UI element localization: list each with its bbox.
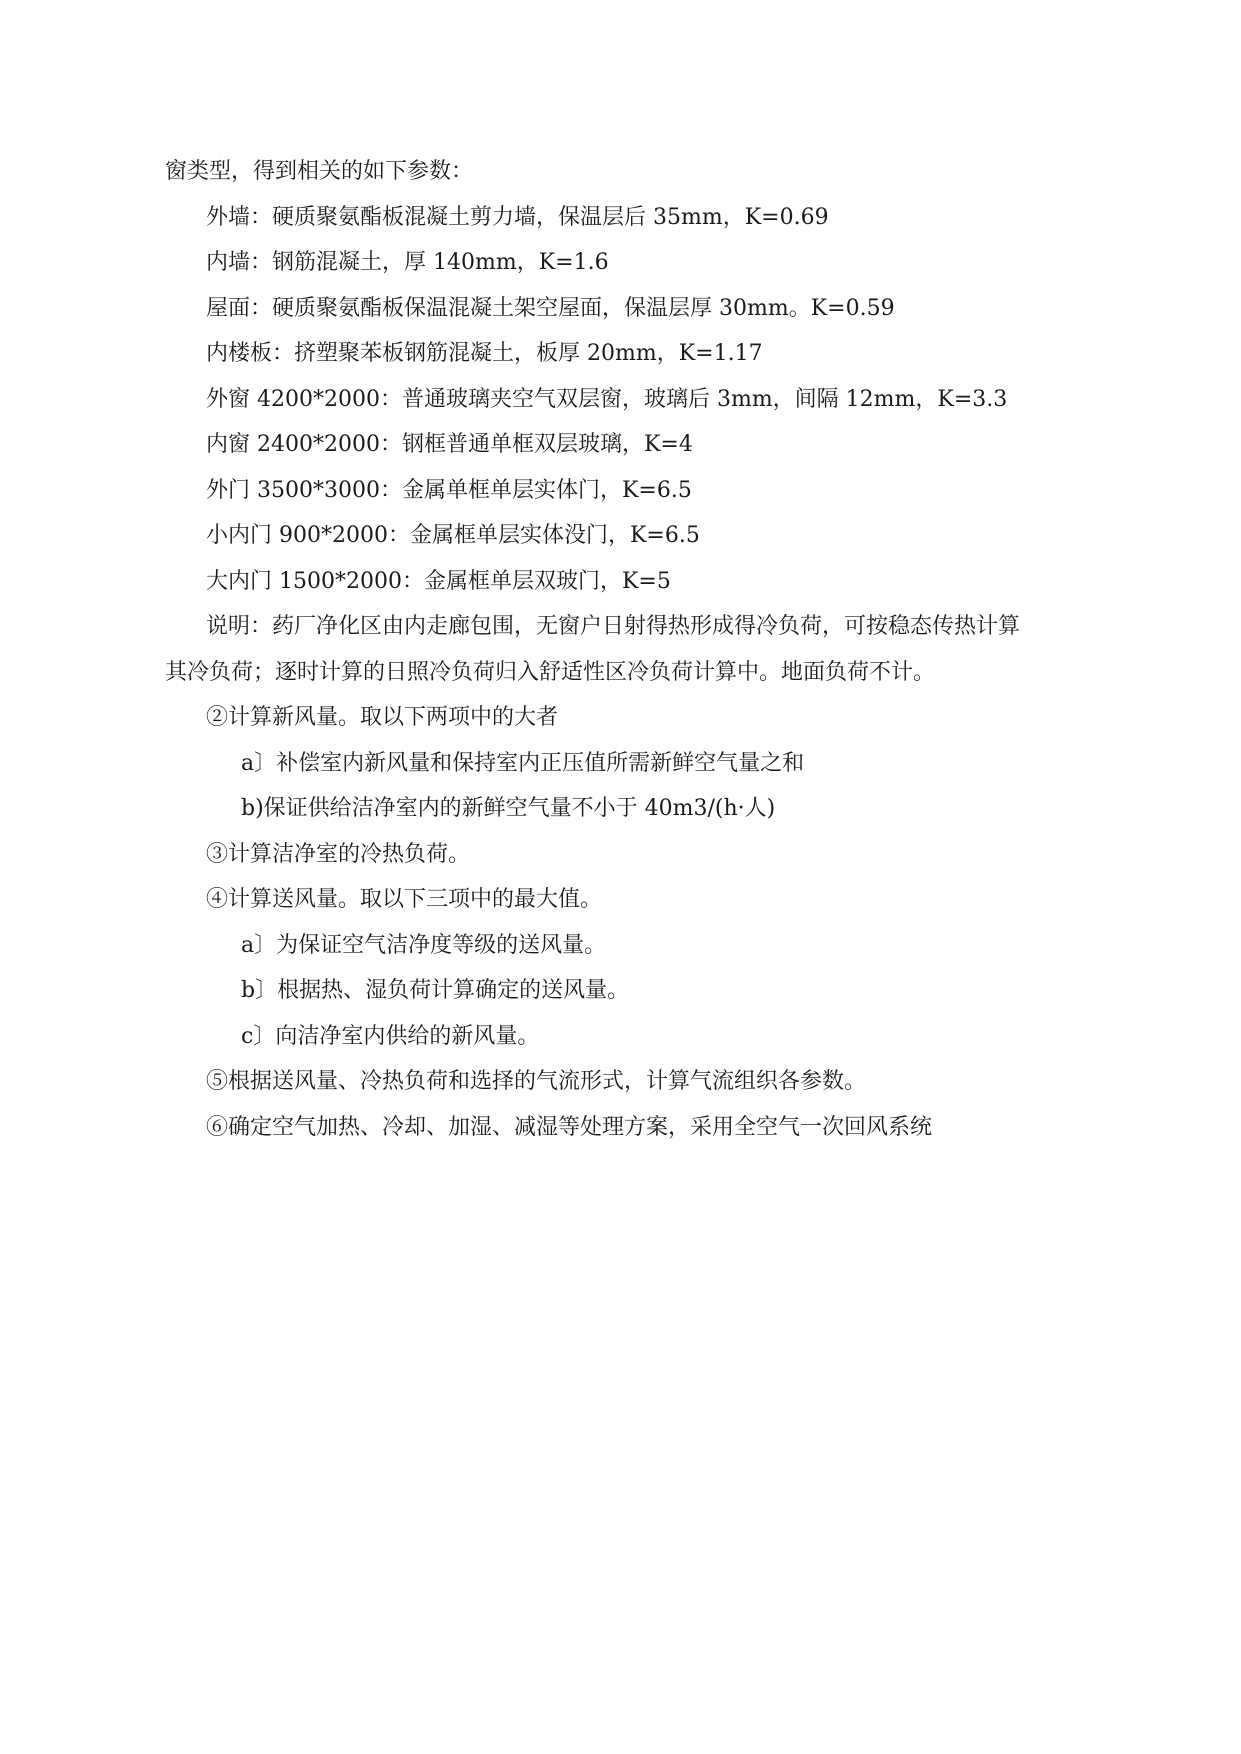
param-interior-window: 内窗 2400*2000：钢框普通单框双层玻璃，K=4 <box>206 432 693 457</box>
param-interior-wall: 内墙：钢筋混凝土，厚 140mm，K=1.6 <box>206 250 609 275</box>
param-roof: 屋面：硬质聚氨酯板保温混凝土架空屋面，保温层厚 30mm。K=0.59 <box>206 295 895 321</box>
param-small-interior-door: 小内门 900*2000：金属框单层实体没门，K=6.5 <box>206 523 700 548</box>
step-6-heading: ⑥确定空气加热、冷却、加湿、减湿等处理方案，采用全空气一次回风系统 <box>206 1114 933 1140</box>
param-interior-floor: 内楼板：挤塑聚苯板钢筋混凝土，板厚 20mm，K=1.17 <box>206 341 763 366</box>
step-2-heading: ②计算新风量。取以下两项中的大者 <box>206 705 559 730</box>
step-2-item-b: b)保证供给洁净室内的新鲜空气量不小于 40m3/(h·人) <box>241 796 776 821</box>
step-3-heading: ③计算洁净室的冷热负荷。 <box>206 841 471 867</box>
step-5-heading: ⑤根据送风量、冷热负荷和选择的气流形式，计算气流组织各参数。 <box>206 1069 867 1094</box>
note-paragraph-line-2: 其冷负荷；逐时计算的日照冷负荷归入舒适性区冷负荷计算中。地面负荷不计。 <box>165 659 936 685</box>
step-4-item-c: c〕向洁净室内供给的新风量。 <box>241 1023 540 1049</box>
param-large-interior-door: 大内门 1500*2000：金属框单层双玻门，K=5 <box>206 568 671 594</box>
step-4-item-a: a〕为保证空气洁净度等级的送风量。 <box>241 932 607 958</box>
document-body <box>165 154 1125 1155</box>
param-exterior-door: 外门 3500*3000：金属单框单层实体门，K=6.5 <box>206 477 692 503</box>
step-2-item-a: a〕补偿室内新风量和保持室内正压值所需新鲜空气量之和 <box>241 750 805 776</box>
intro-line: 窗类型，得到相关的如下参数： <box>165 159 474 184</box>
param-exterior-wall: 外墙：硬质聚氨酯板混凝土剪力墙，保温层后 35mm，K=0.69 <box>206 204 829 230</box>
step-4-item-b: b〕根据热、湿负荷计算确定的送风量。 <box>241 978 630 1003</box>
param-exterior-window: 外窗 4200*2000：普通玻璃夹空气双层窗，玻璃后 3mm，间隔 12mm，K=3.3 <box>206 386 1008 412</box>
note-paragraph-line-1: 说明：药厂净化区由内走廊包围，无窗户日射得热形成得冷负荷，可按稳态传热计算 <box>206 614 1021 639</box>
step-4-heading: ④计算送风量。取以下三项中的最大值。 <box>206 887 603 912</box>
